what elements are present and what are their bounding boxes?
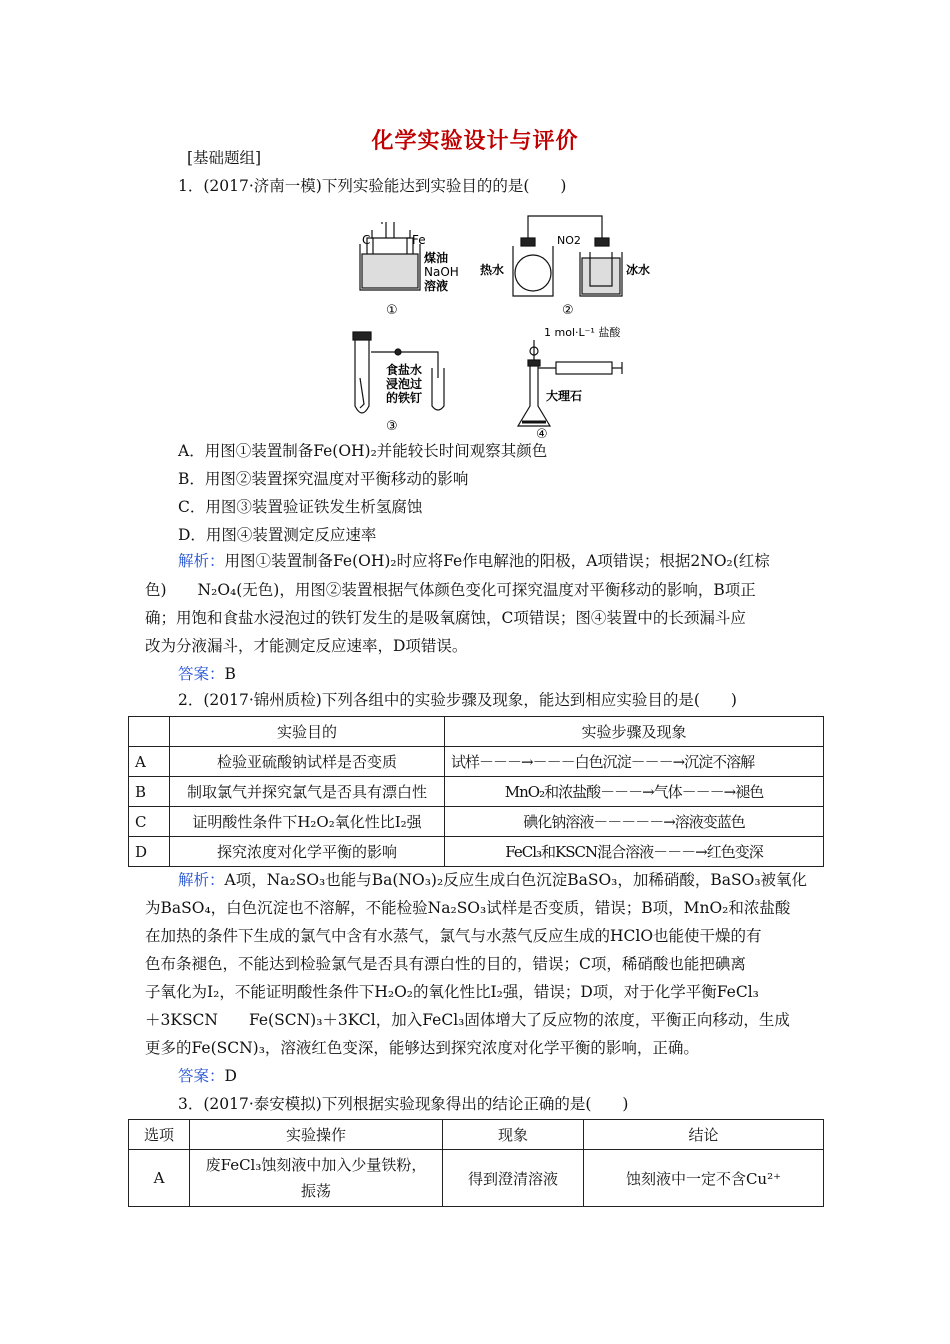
operation-line-2: 振荡: [300, 1182, 331, 1200]
q2-analysis-line-6: ＋3KSCN Fe(SCN)₃＋3KCl，加入FeCl₃固体增大了反应物的浓度，平衡正向移动，生成: [145, 1011, 790, 1029]
fig3-number: ③: [386, 419, 398, 434]
q1-analysis-line-1: [178, 551, 770, 571]
table-header-row: [129, 1120, 824, 1150]
fig4-number: ④: [536, 427, 548, 440]
answer-label: 答案：: [178, 665, 225, 683]
table-cell: MnO₂和浓盐酸－－－→气体－－－→褪色: [445, 777, 824, 807]
q1-option-a: A．用图①装置制备Fe(OH)₂并能较长时间观察其颜色: [178, 442, 548, 460]
q1-option-d: D．用图④装置测定反应速率: [178, 526, 377, 544]
table-cell: D: [129, 837, 170, 867]
table-cell: A: [129, 747, 170, 777]
fig1-label-fe: Fe: [412, 233, 426, 247]
table-header-cell: 实验目的: [170, 717, 445, 747]
q3-table: [128, 1119, 824, 1207]
fig1-label-kerosene: 煤油: [424, 251, 449, 265]
table-row: [129, 807, 824, 837]
fig2-label-ice: 冰水: [626, 263, 651, 277]
table-header-cell: 选项: [129, 1120, 190, 1150]
answer-label: 答案：: [178, 1067, 225, 1085]
q1-analysis-line-3: 确；用饱和食盐水浸泡过的铁钉发生的是吸氧腐蚀，C项错误；图④装置中的长颈漏斗应: [145, 609, 746, 627]
answer-value: D: [224, 1067, 237, 1085]
q1-option-c: C．用图③装置验证铁发生析氢腐蚀: [178, 498, 423, 516]
table-cell: 制取氯气并探究氯气是否具有漂白性: [170, 777, 445, 807]
table-row: [129, 777, 824, 807]
analysis-label: 解析：: [178, 552, 225, 570]
q2-stem: 2．(2017·锦州质检)下列各组中的实验步骤及现象，能达到相应实验目的是( ): [178, 691, 737, 709]
table-row: [129, 1150, 824, 1207]
analysis-label: 解析：: [178, 871, 225, 889]
q1-option-b: B．用图②装置探究温度对平衡移动的影响: [178, 470, 469, 488]
q2-analysis-line-3: 在加热的条件下生成的氯气中含有水蒸气，氯气与水蒸气反应生成的HClO也能使干燥的有: [145, 927, 762, 945]
table-cell: [190, 1150, 443, 1207]
table-header-cell: 实验操作: [190, 1120, 443, 1150]
table-header-cell: 结论: [584, 1120, 824, 1150]
table-cell: 检验亚硫酸钠试样是否变质: [170, 747, 445, 777]
q1-figure: [350, 208, 660, 440]
q1-answer: [178, 664, 236, 684]
operation-line-1: 废FeCl₃蚀刻液中加入少量铁粉，: [205, 1156, 427, 1174]
fig2-number: ②: [562, 303, 574, 318]
q1-analysis-line-4: 改为分液漏斗，才能测定反应速率，D项错误。: [145, 637, 468, 655]
table-cell: 得到澄清溶液: [443, 1150, 584, 1207]
table-cell: 探究浓度对化学平衡的影响: [170, 837, 445, 867]
table-cell: A: [129, 1150, 190, 1207]
fig3-label-1: 食盐水: [386, 363, 423, 377]
fig2-label-hot: 热水: [480, 263, 505, 277]
page-title: 化学实验设计与评价: [371, 128, 579, 154]
analysis-text: 用图①装置制备Fe(OH)₂时应将Fe作电解池的阳极，A项错误；根据2NO₂(红棕: [224, 552, 770, 570]
q2-analysis-line-4: 色布条褪色，不能达到检验氯气是否具有漂白性的目的，错误；C项，稀硝酸也能把碘离: [145, 955, 746, 973]
table-cell: 试样－－－→－－－白色沉淀－－－→沉淀不溶解: [445, 747, 824, 777]
table-row: [129, 747, 824, 777]
table-header-cell: [129, 717, 170, 747]
q1-analysis-line-2: 色) N₂O₄(无色)，用图②装置根据气体颜色变化可探究温度对平衡移动的影响，B项正: [145, 581, 756, 599]
q2-answer: [178, 1066, 237, 1086]
fig2-label-no2: NO2: [557, 234, 581, 247]
fig3-label-2: 浸泡过: [386, 377, 423, 391]
fig4-label-acid: 1 mol·L⁻¹ 盐酸: [544, 326, 621, 339]
section-label: [基础题组]: [187, 149, 262, 167]
table-header-cell: 现象: [443, 1120, 584, 1150]
table-header-row: [129, 717, 824, 747]
q2-analysis-line-2: 为BaSO₄，白色沉淀也不溶解，不能检验Na₂SO₃试样是否变质，错误；B项，MnO₂和浓盐酸: [145, 899, 791, 917]
fig1-label-naoh: NaOH: [424, 265, 459, 279]
table-header-cell: 实验步骤及现象: [445, 717, 824, 747]
apparatus-4-icon: [518, 340, 622, 426]
q2-table: [128, 716, 824, 867]
table-cell: C: [129, 807, 170, 837]
table-cell: FeCl₃和KSCN混合溶液－－－→红色变深: [445, 837, 824, 867]
fig1-number: ①: [386, 303, 398, 318]
fig4-label-marble: 大理石: [546, 389, 583, 403]
table-row: [129, 837, 824, 867]
q1-stem: 1．(2017·济南一模)下列实验能达到实验目的的是( ): [178, 177, 567, 195]
q2-analysis-line-1: [178, 870, 807, 890]
q2-analysis-line-5: 子氧化为I₂，不能证明酸性条件下H₂O₂的氧化性比I₂强，错误；D项，对于化学平衡FeCl₃: [145, 983, 759, 1001]
apparatus-2-icon: [513, 216, 622, 296]
answer-value: B: [224, 665, 236, 683]
table-cell: B: [129, 777, 170, 807]
fig1-label-c: C: [362, 233, 371, 247]
analysis-text: A项，Na₂SO₃也能与Ba(NO₃)₂反应生成白色沉淀BaSO₃，加稀硝酸，BaSO₃被氧化: [224, 871, 808, 889]
q2-analysis-line-7: 更多的Fe(SCN)₃，溶液红色变深，能够达到探究浓度对化学平衡的影响，正确。: [145, 1039, 699, 1057]
table-cell: 蚀刻液中一定不含Cu²⁺: [584, 1150, 824, 1207]
fig1-label-solution: 溶液: [424, 279, 449, 293]
fig3-label-3: 的铁钉: [386, 391, 423, 405]
table-cell: 碘化钠溶液－－－－－→溶液变蓝色: [445, 807, 824, 837]
table-cell: 证明酸性条件下H₂O₂氧化性比I₂强: [170, 807, 445, 837]
q3-stem: 3．(2017·泰安模拟)下列根据实验现象得出的结论正确的是( ): [178, 1095, 629, 1113]
